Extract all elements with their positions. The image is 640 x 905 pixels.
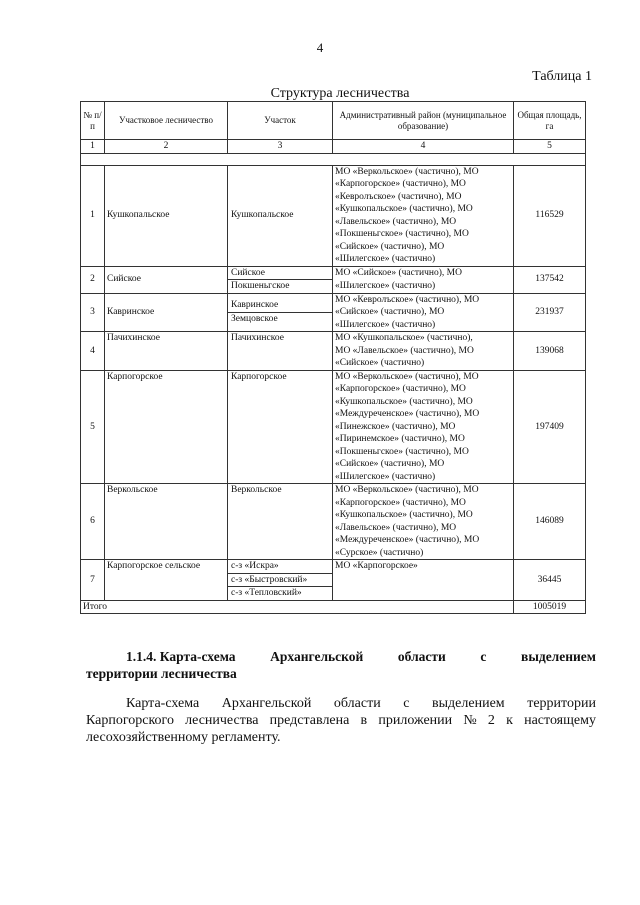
section-heading-line2: территории лесничества [86, 666, 237, 681]
district-line: «Карпогорское» (частично), МО [335, 497, 466, 508]
district-line: «Покшеньгское» (частично), МО [335, 446, 469, 457]
table-row [81, 266, 586, 293]
district-line: «Сийское» (частично) [335, 358, 425, 368]
district-line: «Междуреченское» (частично), МО [335, 409, 480, 419]
row-number: 2 [81, 266, 105, 293]
district-line: «Кушкопальское» (частично), МО [335, 396, 473, 407]
word: Архангельской [221, 696, 312, 711]
word: с [480, 649, 487, 664]
total-row [81, 600, 586, 614]
word: приложении [378, 713, 453, 728]
total-label: Итого [81, 600, 514, 614]
site-cell [228, 165, 333, 266]
word: 2 [487, 713, 495, 728]
site-cell [228, 370, 333, 484]
word: выделением [432, 696, 505, 711]
table-row [81, 165, 586, 266]
table-row [81, 484, 586, 560]
area-value: 116529 [514, 165, 586, 266]
district-line: МО «Кевролъское» (частично), МО [335, 294, 480, 305]
site-cell [228, 484, 333, 560]
site-name: с-з «Быстровский» [228, 574, 332, 588]
blank-row [81, 153, 586, 165]
site-name: Покшеньгское [231, 281, 290, 291]
site-name: Веркольское [231, 485, 282, 495]
index-cell: 2 [105, 140, 228, 154]
district-line: «Карпогорское» (частично), МО [335, 179, 466, 189]
district-cell [333, 370, 514, 484]
table-row [81, 370, 586, 484]
area-value: 231937 [514, 293, 586, 332]
site-name: Сийское [228, 267, 332, 281]
word: лесничества [185, 713, 259, 728]
district-line: «Междуреченское» (частично), МО [335, 535, 480, 545]
table-title: Структура лесничества [270, 86, 410, 101]
paragraph [86, 695, 596, 746]
row-number: 7 [81, 560, 105, 601]
district-line: «Шилегское» (частично) [335, 471, 436, 482]
district-line: «Лавельское» (частично), МО [335, 216, 457, 227]
row-number: 4 [81, 332, 105, 371]
word: к [506, 713, 513, 728]
word: области [397, 649, 446, 664]
district-line: МО «Веркольское» (частично), МО [335, 166, 479, 177]
table-row [81, 332, 586, 371]
forestry-name: Карпогорское [105, 370, 228, 484]
district-line: «Покшеньгское» (частично), МО [335, 229, 469, 239]
district-cell [333, 293, 514, 332]
area-value: 36445 [514, 560, 586, 601]
district-line: «Сийское» (частично), МО [335, 241, 445, 252]
district-cell [333, 484, 514, 560]
word: с [403, 696, 410, 711]
area-value: 146089 [514, 484, 586, 560]
site-cell [228, 332, 333, 371]
word: территории [527, 696, 596, 711]
forestry-name: Сийское [105, 266, 228, 293]
section-heading-line1 [86, 648, 596, 665]
area-value: 137542 [514, 266, 586, 293]
index-cell: 3 [228, 140, 333, 154]
site-name: Кушкопальское [231, 210, 294, 221]
index-cell: 5 [514, 140, 586, 154]
district-line: «Кушкопальское» (частично), МО [335, 510, 473, 520]
index-row [81, 140, 586, 154]
district-line: «Карпогорское» (частично), МО [335, 384, 466, 394]
header-area: Общая площадь, га [514, 102, 586, 140]
word: Карта-схема [126, 696, 200, 711]
district-line: «Пинежское» (частично), МО [335, 421, 456, 432]
forestry-structure-table [80, 101, 586, 614]
site-name: Карпогорское [231, 371, 287, 382]
district-cell [333, 266, 514, 293]
district-line: «Лавельское» (частично), МО [335, 522, 457, 533]
district-line: «Пиринемское» (частично), МО [335, 434, 465, 444]
district-line: «Шилегское» (частично) [335, 254, 436, 264]
header-district: Административный район (муниципальное образование) [333, 102, 514, 140]
forestry-name: Пачихинское [105, 332, 228, 371]
site-name: Земцовское [231, 313, 278, 324]
site-cell [228, 293, 333, 332]
header-number: № п/п [81, 102, 105, 140]
area-value: 139068 [514, 332, 586, 371]
row-number: 6 [81, 484, 105, 560]
word: 1.1.4. Карта-схема [126, 649, 236, 664]
row-number: 1 [81, 165, 105, 266]
paragraph-line3: лесохозяйственному регламенту. [86, 730, 281, 745]
table-label: Таблица 1 [532, 69, 592, 84]
page-number: 4 [316, 40, 324, 55]
district-cell [333, 560, 514, 601]
site-name: Пачихинское [231, 333, 284, 343]
header-row [81, 102, 586, 140]
district-line: «Сурское» (частично) [335, 547, 424, 558]
paragraph-line2 [86, 712, 596, 729]
header-forestry: Участковое лесничество [105, 102, 228, 140]
word: № [463, 713, 477, 728]
district-cell [333, 332, 514, 371]
district-cell [333, 165, 514, 266]
district-line: МО «Лавельское» (частично), МО [335, 345, 474, 356]
site-cell [228, 560, 333, 601]
paragraph-line1 [86, 695, 596, 712]
row-number: 3 [81, 293, 105, 332]
area-value: 197409 [514, 370, 586, 484]
forestry-name: Кушкопальское [105, 165, 228, 266]
table-row [81, 560, 586, 601]
word: в [360, 713, 368, 728]
blank-cell [81, 153, 586, 165]
table-row [81, 293, 586, 332]
site-name: с-з «Искра» [228, 560, 332, 574]
forestry-name: Карпогорское сельское [105, 560, 228, 601]
index-cell: 1 [81, 140, 105, 154]
forestry-name: Веркольское [105, 484, 228, 560]
index-cell: 4 [333, 140, 514, 154]
district-line: «Шилегское» (частично) [335, 280, 436, 291]
district-line: МО «Сийское» (частично), МО [335, 268, 462, 278]
district-line: МО «Веркольское» (частично), МО [335, 371, 479, 382]
district-line: МО «Веркольское» (частично), МО [335, 485, 479, 495]
district-line: «Сийское» (частично), МО [335, 459, 445, 469]
district-line: МО «Карпогорское» [335, 561, 418, 571]
district-line: «Сийское» (частично), МО [335, 307, 445, 317]
district-line: МО «Кушкопальское» (частично), [335, 333, 473, 343]
word: представлена [269, 713, 350, 728]
header-site: Участок [228, 102, 333, 140]
site-cell [228, 266, 333, 293]
word: Архангельской [270, 649, 364, 664]
forestry-name: Кавринское [105, 293, 228, 332]
district-line: «Кевролъское» (частично), МО [335, 191, 462, 202]
word: Карпогорского [86, 713, 174, 728]
site-name: с-з «Тепловский» [231, 588, 302, 598]
site-name: Кавринское [228, 299, 332, 313]
word: выделением [521, 649, 596, 664]
total-area: 1005019 [514, 600, 586, 614]
word: области [333, 696, 381, 711]
row-number: 5 [81, 370, 105, 484]
section-heading [86, 648, 596, 682]
word: настоящему [524, 713, 596, 728]
district-line: «Кушкопальское» (частично), МО [335, 204, 473, 214]
district-line: «Шилегское» (частично) [335, 319, 436, 330]
